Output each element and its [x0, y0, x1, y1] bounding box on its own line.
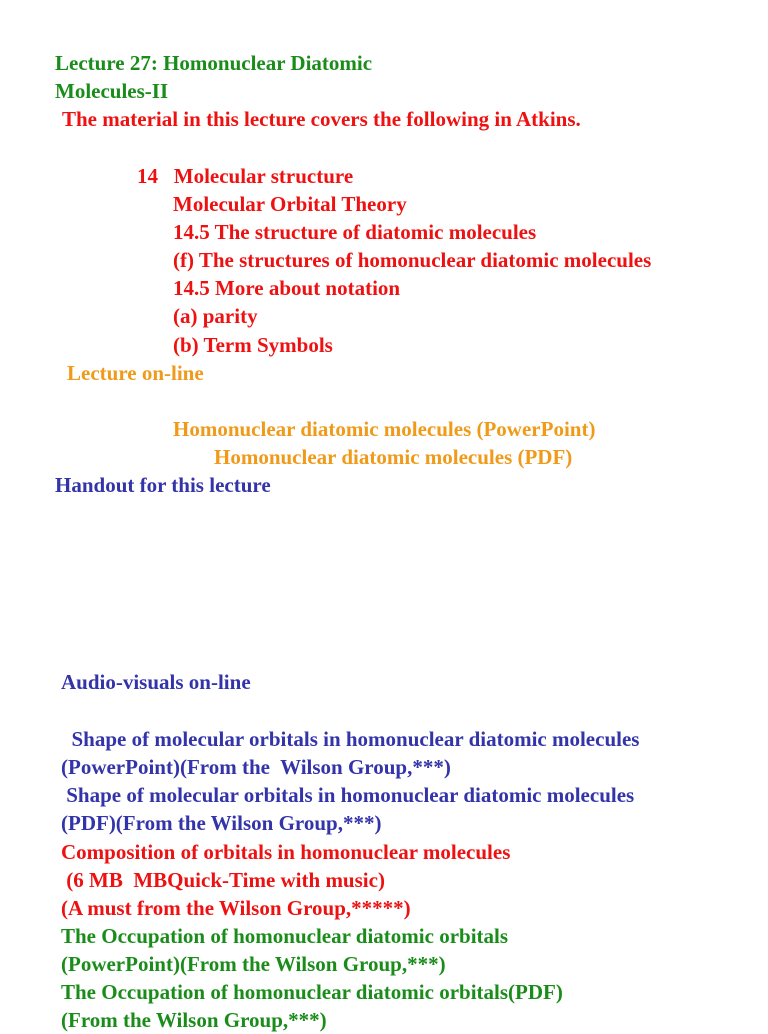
av-shape-powerpoint-link[interactable]: Shape of molecular orbitals in homonuclear diatomic molecules [61, 727, 640, 751]
chapter-heading: 14 Molecular structure [137, 164, 354, 188]
av-shape-pdf-link-cont[interactable]: (PDF)(From the Wilson Group,***) [61, 811, 382, 835]
audio-visuals-heading: Audio-visuals on-line [61, 670, 251, 694]
av-occupation-pdf-link[interactable]: The Occupation of homonuclear diatomic orbitals(PDF) [61, 980, 563, 1004]
av-composition-link[interactable]: Composition of orbitals in homonuclear molecules [61, 840, 511, 864]
page-title-line-2: Molecules-II [55, 79, 169, 103]
page-title-line-1: Lecture 27: Homonuclear Diatomic [55, 51, 373, 75]
contents-item: 14.5 More about notation [173, 276, 401, 300]
handout-link[interactable]: Handout for this lecture [55, 473, 271, 497]
av-shape-pdf-link[interactable]: Shape of molecular orbitals in homonuclear diatomic molecules [61, 783, 635, 807]
contents-item: (b) Term Symbols [173, 333, 333, 357]
av-occupation-pdf-link-cont[interactable]: (From the Wilson Group,***) [61, 1008, 327, 1032]
lecture-online-heading: Lecture on-line [67, 361, 204, 385]
contents-item: Molecular Orbital Theory [173, 192, 407, 216]
contents-item: 14.5 The structure of diatomic molecules [173, 220, 537, 244]
av-occupation-powerpoint-link[interactable]: The Occupation of homonuclear diatomic orbitals [61, 924, 509, 948]
av-composition-link-cont[interactable]: (6 MB MBQuick-Time with music) [61, 868, 385, 892]
intro-text: The material in this lecture covers the following in Atkins. [62, 107, 581, 131]
av-occupation-powerpoint-link-cont[interactable]: (PowerPoint)(From the Wilson Group,***) [61, 952, 446, 976]
lecture-powerpoint-link[interactable]: Homonuclear diatomic molecules (PowerPoint) [173, 417, 596, 441]
av-composition-link-cont[interactable]: (A must from the Wilson Group,*****) [61, 896, 411, 920]
contents-item: (f) The structures of homonuclear diatomic molecules [173, 248, 652, 272]
lecture-pdf-link[interactable]: Homonuclear diatomic molecules (PDF) [214, 445, 573, 469]
av-shape-powerpoint-link-cont[interactable]: (PowerPoint)(From the Wilson Group,***) [61, 755, 451, 779]
contents-item: (a) parity [173, 304, 258, 328]
